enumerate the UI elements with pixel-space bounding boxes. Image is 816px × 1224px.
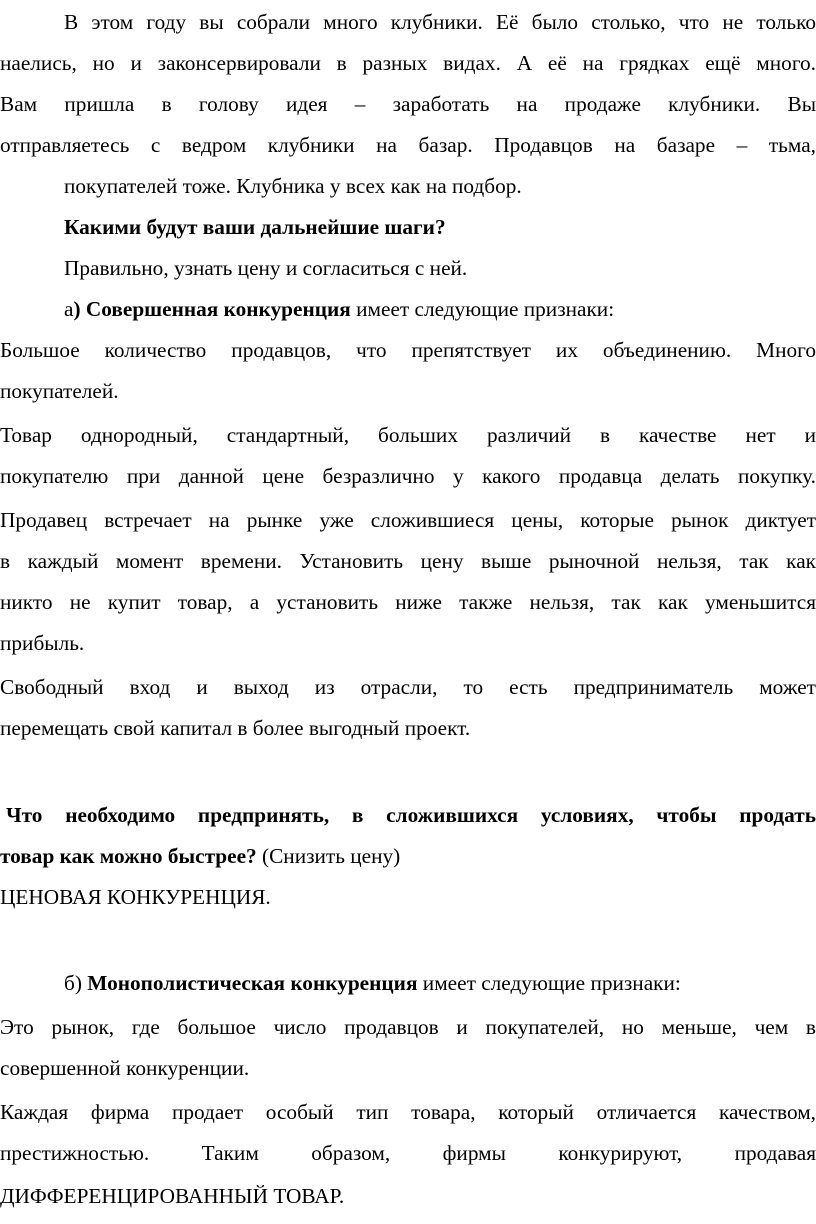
- intro-line-2: наелись, но и законсервировали в разных видах. А её на грядках ещё много.: [0, 51, 816, 75]
- a-sign4-line-1: Свободный вход и выход из отрасли, то есть предприниматель может: [0, 675, 816, 699]
- section-a-prefix: а: [64, 297, 74, 321]
- a-sign2-line-2: покупателю при данной цене безразлично у какого продавца делать покупку.: [0, 464, 816, 488]
- b-sign2-line-3: ДИФФЕРЕНЦИРОВАННЫЙ ТОВАР.: [0, 1184, 345, 1208]
- a-sign3-line-3: никто не купит товар, а установить ниже также нельзя, так как уменьшится: [0, 590, 816, 614]
- question-next-steps: [0, 207, 816, 248]
- section-a-rest: имеет следующие признаки:: [350, 297, 615, 321]
- b-sign2-line-1: Каждая фирма продает особый тип товара, который отличается качеством,: [0, 1100, 816, 1124]
- a-sign3-line-2: в каждый момент времени. Установить цену выше рыночной нельзя, так как: [0, 549, 816, 573]
- price-competition-label: ЦЕНОВАЯ КОНКУРЕНЦИЯ.: [0, 885, 271, 909]
- b-sign1-line-2: совершенной конкуренции.: [0, 1056, 250, 1080]
- a-sign4-line-2: перемещать свой капитал в более выгодный проект.: [0, 716, 471, 740]
- section-a-heading: [0, 289, 816, 330]
- section-b-prefix: б): [64, 971, 88, 995]
- section-b-rest: имеет следующие признаки:: [417, 971, 681, 995]
- b-sign2-line-2: престижностью. Таким образом, фирмы конкурируют, продавая: [0, 1141, 816, 1165]
- intro-line-5: покупателей тоже. Клубника у всех как на подбор.: [64, 174, 522, 198]
- a-sign1-line-2: покупателей.: [0, 379, 119, 403]
- intro-line-3: Вам пришла в голову идея – заработать на продаже клубники. Вы: [0, 92, 816, 116]
- a-sign2-line-1: Товар однородный, стандартный, больших различий в качестве нет и: [0, 423, 816, 447]
- question-sell-fast-text-1: Что необходимо предпринять, в сложившихся условиях, чтобы продать: [6, 803, 816, 827]
- answer-next-steps: Правильно, узнать цену и согласиться с ней.: [64, 256, 468, 280]
- section-a-title: ) Совершенная конкуренция: [73, 297, 351, 321]
- question-sell-fast-line-2: [0, 836, 816, 877]
- intro-line-1: В этом году вы собрали много клубники. Её было столько, что не только: [64, 10, 816, 34]
- a-sign1-line-1: Большое количество продавцов, что препятствует их объединению. Много: [0, 338, 816, 362]
- question-sell-fast-text-2: товар как можно быстрее?: [0, 844, 257, 868]
- section-b-title: Монополистическая конкуренция: [87, 971, 418, 995]
- b-sign1-line-1: Это рынок, где большое число продавцов и покупателей, но меньше, чем в: [0, 1015, 816, 1039]
- question-next-steps-text: Какими будут ваши дальнейшие шаги?: [64, 215, 446, 239]
- intro-line-4: отправляетесь с ведром клубники на базар. Продавцов на базаре – тьма,: [0, 133, 816, 157]
- section-b-heading: [0, 963, 816, 1004]
- a-sign3-line-1: Продавец встречает на рынке уже сложившиеся цены, которые рынок диктует: [0, 508, 816, 532]
- question-sell-fast-line-1: [0, 795, 816, 836]
- question-sell-fast-answer: (Снизить цену): [256, 844, 401, 868]
- a-sign3-line-4: прибыль.: [0, 631, 85, 655]
